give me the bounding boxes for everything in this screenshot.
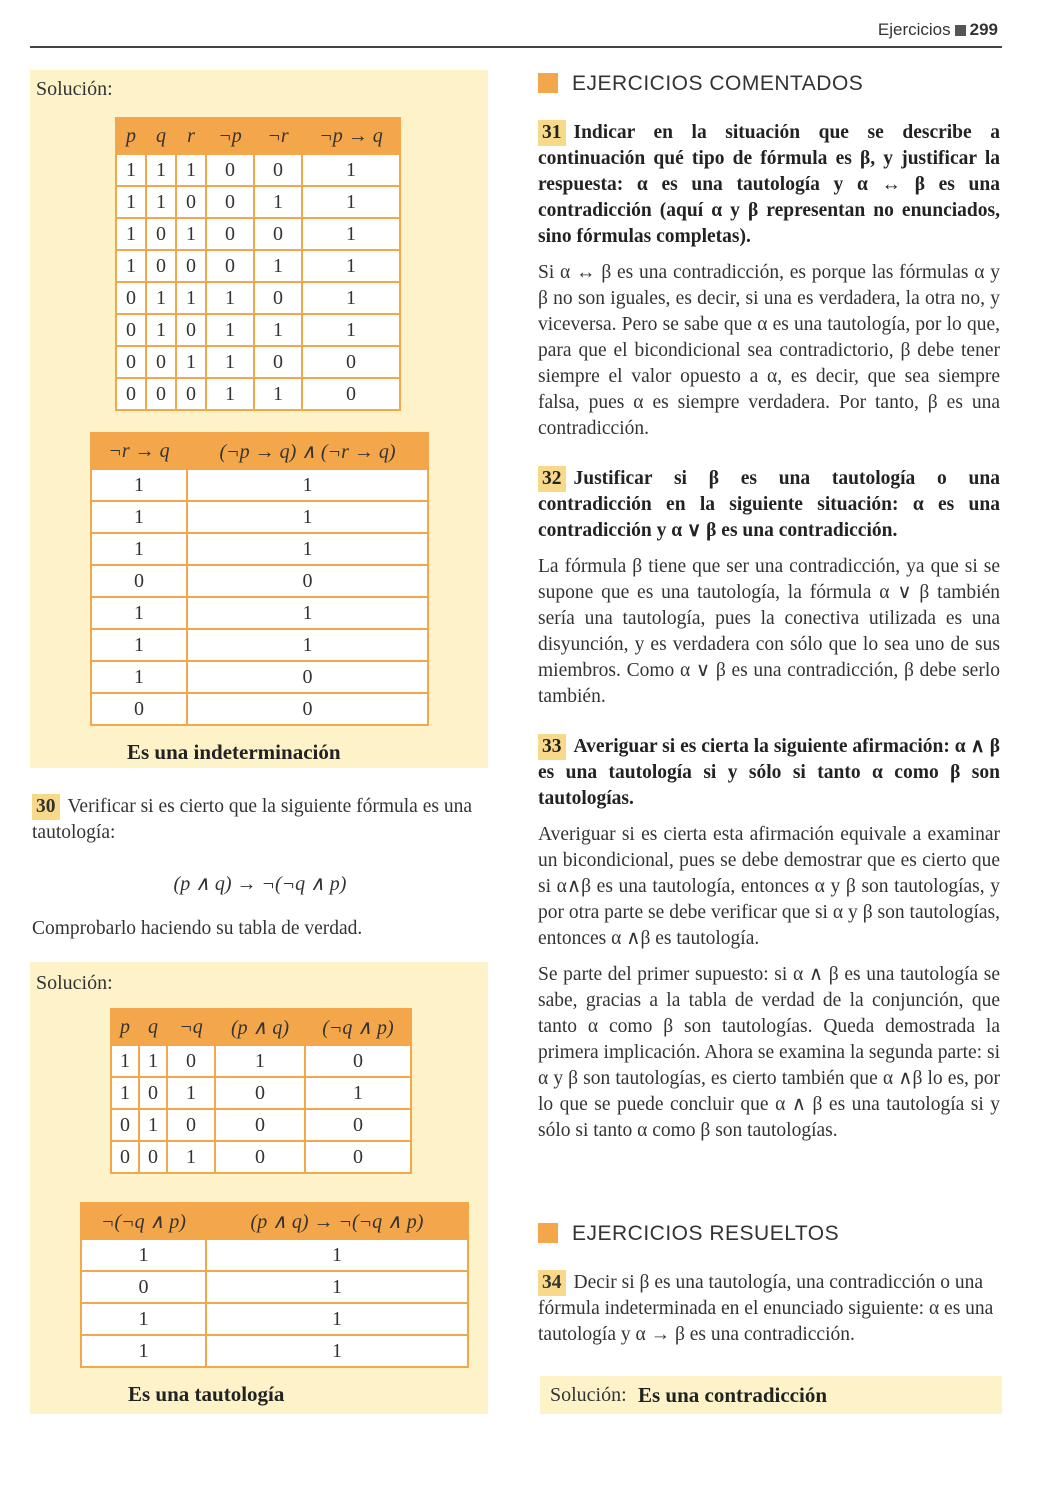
table-header-row [91, 433, 428, 469]
section-title-resueltos [538, 1222, 839, 1246]
table-cell: 0 [215, 1141, 305, 1173]
table-cell: 1 [206, 1303, 468, 1335]
table-cell: 1 [116, 154, 146, 186]
table-cell: 0 [81, 1271, 206, 1303]
exercise-33-answer-2: Se parte del primer supuesto: si α ∧ β es una tautología se sabe, gracias a la tabla de verdad de la conjunción, que tanto α como β son tautologías. Queda demostrada la primera implicación. Ahora se examina la segunda parte: si α y β son tautologías, es cierto también que α ∧β lo es, por lo que se puede concluir que α ∧ β es una tautología si y sólo si tanto α como β son tautologías. [538, 964, 1000, 1141]
table-cell: 0 [215, 1077, 305, 1109]
table-cell: 1 [91, 501, 187, 533]
table-cell: 1 [254, 250, 302, 282]
column-header: (¬p → q) ∧ (¬r → q) [187, 433, 428, 469]
exercise-30-instruction: Comprobarlo haciendo su tabla de verdad. [32, 918, 363, 939]
table-cell: 0 [305, 1045, 411, 1077]
table-cell: 0 [206, 154, 254, 186]
table-cell: 1 [139, 1045, 167, 1077]
table-cell: 1 [176, 154, 206, 186]
table-cell: 1 [116, 218, 146, 250]
column-header: ¬p [206, 118, 254, 154]
table-row [81, 1239, 468, 1271]
table-cell: 1 [111, 1077, 139, 1109]
verdict-1: Es una indeterminación [127, 740, 341, 764]
table-row [91, 533, 428, 565]
table-cell: 1 [146, 186, 176, 218]
table-row [116, 186, 400, 218]
page-number: 299 [969, 20, 998, 39]
table-cell: 0 [116, 282, 146, 314]
table-cell: 1 [91, 629, 187, 661]
exercise-31 [538, 120, 1000, 442]
table-row [91, 469, 428, 501]
table-cell: 1 [167, 1141, 215, 1173]
exercise-31-statement: 31 Indicar en la situación que se describe a continuación qué tipo de fórmula es β, y justificar la respuesta: α es una tautología y α ↔ β es una contradicción (aquí α y β representan no enunciados, sino fórmulas completas). [538, 122, 1000, 247]
table-cell: 1 [206, 314, 254, 346]
table-cell: 0 [254, 282, 302, 314]
table-cell: 0 [206, 250, 254, 282]
table-cell: 0 [254, 218, 302, 250]
section-title-text: EJERCICIOS RESUELTOS [572, 1222, 840, 1245]
table-cell: 0 [206, 218, 254, 250]
table-row [111, 1077, 411, 1109]
table-cell: 1 [305, 1077, 411, 1109]
table-row [111, 1045, 411, 1077]
table-cell: 0 [176, 186, 206, 218]
table-row [116, 250, 400, 282]
table-cell: 1 [139, 1109, 167, 1141]
table-cell: 1 [146, 282, 176, 314]
table-cell: 1 [302, 186, 400, 218]
table-cell: 1 [91, 533, 187, 565]
table-cell: 1 [206, 378, 254, 410]
exercise-33 [538, 734, 1000, 1144]
table-cell: 1 [215, 1045, 305, 1077]
table-cell: 1 [187, 501, 428, 533]
table-cell: 0 [305, 1109, 411, 1141]
table-cell: 0 [91, 565, 187, 597]
exercise-32-statement: 32 Justificar si β es una tautología o una contradicción en la siguiente situación: α es una contradicción y α ∨ β es una contradicción. [538, 468, 1000, 541]
header-square-icon [955, 25, 966, 36]
table-cell: 0 [167, 1109, 215, 1141]
table-cell: 1 [91, 469, 187, 501]
table-cell: 0 [254, 154, 302, 186]
table-cell: 0 [206, 186, 254, 218]
table-cell: 1 [302, 154, 400, 186]
table-cell: 0 [176, 250, 206, 282]
table-cell: 1 [302, 218, 400, 250]
column-header: (p ∧ q) → ¬(¬q ∧ p) [206, 1203, 468, 1239]
table-row [116, 282, 400, 314]
table-row [116, 314, 400, 346]
table-row [91, 693, 428, 725]
table-cell: 1 [206, 1271, 468, 1303]
table-cell: 1 [187, 533, 428, 565]
table-cell: 0 [116, 346, 146, 378]
column-header: q [146, 118, 176, 154]
table-cell: 1 [176, 346, 206, 378]
table-row [111, 1109, 411, 1141]
column-header: q [139, 1009, 167, 1045]
exercise-34 [538, 1270, 1000, 1348]
column-header: ¬q [167, 1009, 215, 1045]
exercise-34-text: Decir si β es una tautología, una contradicción o una fórmula indeterminada en el enunciado siguiente: α es una tautología y α → β es una contradicción. [538, 1272, 994, 1345]
solution-panel-34 [540, 1376, 1002, 1414]
table-cell: 1 [146, 314, 176, 346]
table-cell: 1 [206, 282, 254, 314]
running-header [878, 20, 998, 40]
table-row [116, 346, 400, 378]
table-row [81, 1335, 468, 1367]
exercise-32-answer: La fórmula β tiene que ser una contradicción, ya que si se supone que es una tautología, la fórmula α ∨ β también sería una tautología, pues la conectiva utilizada es una disyunción, y es verdadera con sólo que lo sea uno de sus miembros. Como α ∨ β es una contradicción, β debe serlo también. [538, 556, 1000, 707]
table-row [116, 154, 400, 186]
table-cell: 1 [254, 186, 302, 218]
table-row [91, 661, 428, 693]
exercise-number-badge: 32 [538, 466, 566, 492]
table-cell: 1 [81, 1303, 206, 1335]
column-header: ¬p → q [302, 118, 400, 154]
solution-answer: Es una contradicción [638, 1383, 828, 1407]
table-cell: 0 [111, 1141, 139, 1173]
table-header-row [116, 118, 400, 154]
table-cell: 1 [302, 250, 400, 282]
column-header: p [116, 118, 146, 154]
exercise-number-badge: 34 [538, 1270, 566, 1296]
table-cell: 0 [91, 693, 187, 725]
table-cell: 1 [187, 629, 428, 661]
header-section: Ejercicios [877, 20, 951, 39]
section-square-icon [538, 1223, 558, 1243]
table-row [116, 378, 400, 410]
verdict-2: Es una tautología [128, 1382, 285, 1406]
table-cell: 1 [81, 1335, 206, 1367]
table-cell: 0 [146, 346, 176, 378]
table-cell: 1 [206, 346, 254, 378]
exercise-30-text: Verificar si es cierto que la siguiente fórmula es una tautología: [32, 796, 472, 843]
table-cell: 0 [176, 314, 206, 346]
solution-label: Solución: [550, 1384, 627, 1406]
table-row [111, 1141, 411, 1173]
table-cell: 1 [187, 597, 428, 629]
solution-panel-1 [30, 70, 488, 768]
table-cell: 0 [215, 1109, 305, 1141]
exercise-30-formula: (p ∧ q) → ¬(¬q ∧ p) [173, 873, 347, 895]
table-cell: 1 [116, 186, 146, 218]
truth-table-2 [90, 432, 429, 726]
table-cell: 1 [91, 597, 187, 629]
table-cell: 0 [146, 378, 176, 410]
table-cell: 0 [167, 1045, 215, 1077]
solution-label: Solución: [36, 972, 113, 994]
table-cell: 0 [111, 1109, 139, 1141]
table-cell: 0 [187, 661, 428, 693]
table-cell: 1 [254, 378, 302, 410]
table-cell: 1 [176, 282, 206, 314]
exercise-30 [32, 794, 492, 846]
exercise-number-badge: 31 [538, 120, 566, 146]
truth-table-1 [115, 117, 401, 411]
column-header: (¬q ∧ p) [305, 1009, 411, 1045]
table-header-row [111, 1009, 411, 1045]
solution-panel-2 [30, 962, 488, 1414]
table-row [116, 218, 400, 250]
table-row [81, 1303, 468, 1335]
exercise-33-answer-1: Averiguar si es cierta esta afirmación equivale a examinar un bicondicional, pues se debe demostrar que es cierto que si α∧β es una tautología, entonces α y β son tautologías, y por otra parte se debe verificar que si α y β son tautologías, entonces α ∧β es tautología. [538, 824, 1000, 949]
table-cell: 0 [302, 378, 400, 410]
table-header-row [81, 1203, 468, 1239]
table-row [91, 565, 428, 597]
section-title-comentados [538, 72, 863, 96]
exercise-31-answer: Si α ↔ β es una contradicción, es porque las fórmulas α y β no son iguales, es decir, si una es verdadera, la otra no, y viceversa. Pero se sabe que α es una tautología, por lo que, para que el bicondicional sea contradictorio, β debe tener siempre el valor opuesto a α, es decir, que sea siempre falsa, pues α es siempre verdadera. Por tanto, β es una contradicción. [538, 262, 1000, 439]
table-cell: 1 [254, 314, 302, 346]
section-title-text: EJERCICIOS COMENTADOS [572, 72, 864, 95]
table-cell: 0 [116, 378, 146, 410]
table-row [81, 1271, 468, 1303]
table-cell: 1 [116, 250, 146, 282]
table-row [91, 597, 428, 629]
table-cell: 0 [139, 1141, 167, 1173]
column-header: ¬(¬q ∧ p) [81, 1203, 206, 1239]
table-cell: 0 [116, 314, 146, 346]
exercise-33-statement: 33 Averiguar si es cierta la siguiente afirmación: α ∧ β es una tautología si y sólo si tanto α como β son tautologías. [538, 736, 1000, 809]
table-cell: 1 [176, 218, 206, 250]
exercise-number-badge: 33 [538, 734, 566, 760]
exercise-number-badge: 30 [32, 794, 60, 820]
column-header: ¬r [254, 118, 302, 154]
column-header: ¬r → q [91, 433, 187, 469]
table-cell: 0 [146, 250, 176, 282]
table-cell: 0 [302, 346, 400, 378]
table-row [91, 501, 428, 533]
table-cell: 0 [187, 565, 428, 597]
truth-table-4 [80, 1202, 469, 1368]
table-cell: 1 [91, 661, 187, 693]
column-header: r [176, 118, 206, 154]
table-row [91, 629, 428, 661]
table-cell: 1 [187, 469, 428, 501]
table-cell: 1 [111, 1045, 139, 1077]
table-cell: 1 [146, 154, 176, 186]
table-cell: 1 [302, 314, 400, 346]
header-rule [30, 46, 1002, 48]
table-cell: 1 [206, 1239, 468, 1271]
table-cell: 0 [139, 1077, 167, 1109]
exercise-32 [538, 466, 1000, 710]
table-cell: 1 [167, 1077, 215, 1109]
table-cell: 0 [176, 378, 206, 410]
column-header: (p ∧ q) [215, 1009, 305, 1045]
truth-table-3 [110, 1008, 412, 1174]
solution-label: Solución: [36, 78, 113, 100]
section-square-icon [538, 73, 558, 93]
table-cell: 1 [81, 1239, 206, 1271]
column-header: p [111, 1009, 139, 1045]
table-cell: 1 [302, 282, 400, 314]
table-cell: 0 [187, 693, 428, 725]
table-cell: 0 [254, 346, 302, 378]
table-cell: 0 [146, 218, 176, 250]
table-cell: 1 [206, 1335, 468, 1367]
table-cell: 0 [305, 1141, 411, 1173]
